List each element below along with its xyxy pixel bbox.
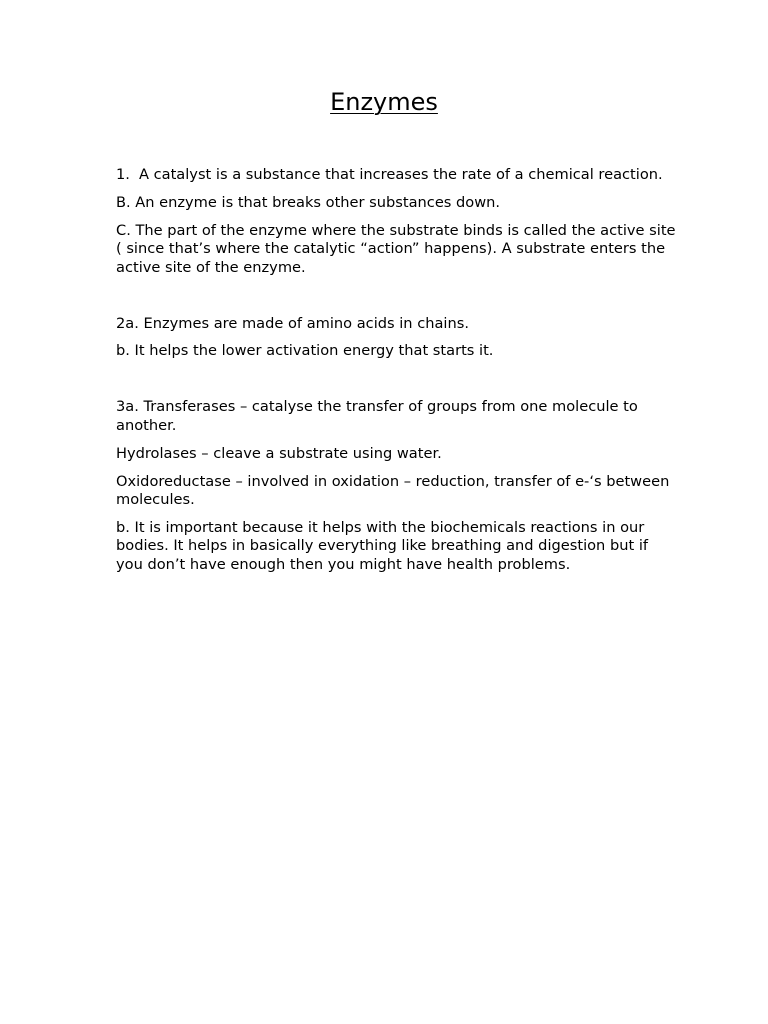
q3-hydrolases-paragraph: Hydrolases – cleave a substrate using water. bbox=[116, 444, 442, 462]
q1-c-paragraph: C. The part of the enzyme where the substrate binds is called the active site ( since that’s where the catalytic “action” happens). A substrate enters the active site of the enzyme. bbox=[116, 221, 676, 276]
q3-oxidoreductase-paragraph: Oxidoreductase – involved in oxidation – reduction, transfer of e-‘s between molecules. bbox=[116, 472, 670, 508]
q2-b-paragraph: b. It helps the lower activation energy that starts it. bbox=[116, 342, 494, 360]
section-spacer bbox=[116, 370, 676, 398]
title-text: Enzymes bbox=[330, 88, 438, 116]
q1-number: 1. bbox=[116, 166, 130, 183]
q1-b-paragraph: B. An enzyme is that breaks other substances down. bbox=[116, 193, 501, 211]
q1-a-paragraph bbox=[116, 166, 676, 184]
document-body bbox=[116, 166, 676, 584]
q2-a-paragraph: 2a. Enzymes are made of amino acids in chains. bbox=[116, 314, 469, 332]
document-title bbox=[0, 86, 768, 118]
q3-b-paragraph: b. It is important because it helps with the biochemicals reactions in our bodies. It helps in basically everything like breathing and digestion but if you don’t have enough then you might have health problems. bbox=[116, 518, 649, 573]
q3-a-paragraph: 3a. Transferases – catalyse the transfer of groups from one molecule to another. bbox=[116, 398, 638, 434]
q1-a-text: A catalyst is a substance that increases the rate of a chemical reaction. bbox=[139, 166, 663, 183]
section-spacer bbox=[116, 287, 676, 315]
